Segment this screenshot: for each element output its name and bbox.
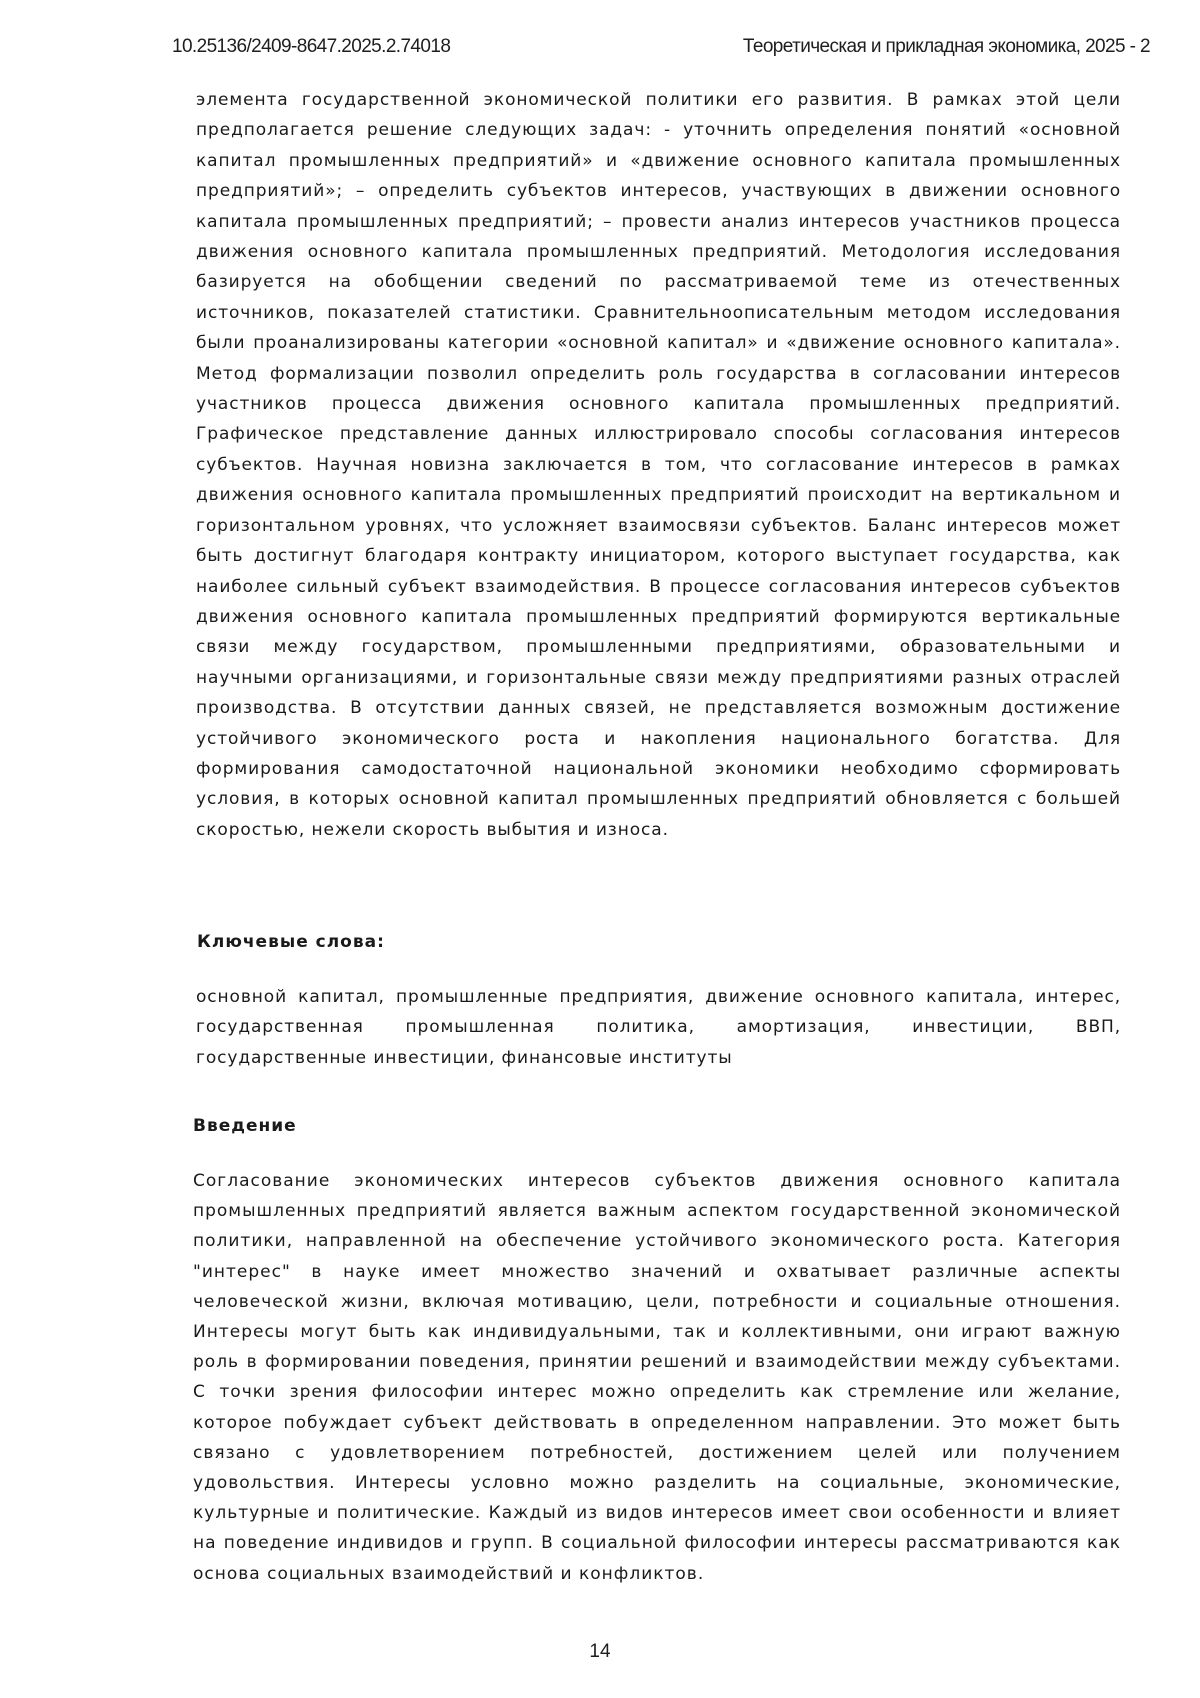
introduction-text: Согласование экономических интересов субъектов движения основного капитала промышленных предприятий является важным аспектом государственной экономической политики, направленной на обеспечение устойчивого экономического роста. Категория "интерес" в науке имеет множество значений и охватывает различные аспекты человеческой жизни, включая мотивацию, цели, потребности и социальные отношения. Интересы могут быть как индивидуальными, так и коллективными, они играют важную роль в формировании поведения, принятии решений и взаимодействии между субъектами. С точки зрения философии интерес можно определить как стремление или желание, которое побуждает субъект действовать в определенном направлении. Это может быть связано с удовлетворением потребностей, достижением целей или получением удовольствия. Интересы условно можно разделить на социальные, экономические, культурные и политические. Каждый из видов интересов имеет свои особенности и влияет на поведение индивидов и групп. В социальной философии интересы рассматриваются как основа социальных взаимодействий и конфликтов. [193, 1171, 1121, 1584]
keywords-text: основной капитал, промышленные предприятия, движение основного капитала, интерес, государственная промышленная политика, амортизация, инвестиции, ВВП, государственные инвестиции, финансовые институты [196, 987, 1121, 1068]
doi: 10.25136/2409-8647.2025.2.74018 [172, 36, 451, 57]
introduction-heading: Введение [193, 1116, 297, 1136]
page-number: 14 [589, 1641, 611, 1662]
journal-title: Теоретическая и прикладная экономика, 2025 - 2 [742, 36, 1150, 57]
running-header [172, 36, 1150, 62]
keywords-heading: Ключевые слова: [197, 932, 385, 952]
abstract-text: элемента государственной экономической политики его развития. В рамках этой цели предполагается решение следующих задач: - уточнить определения понятий «основной капитал промышленных предприятий» и «движение основного капитала промышленных предприятий»; – определить субъектов интересов, участвующих в движении основного капитала промышленных предприятий; – провести анализ интересов участников процесса движения основного капитала промышленных предприятий. Методология исследования базируется на обобщении сведений по рассматриваемой теме из отечественных источников, показателей статистики. Сравнительноописательным методом исследования были проанализированы категории «основной капитал» и «движение основного капитала». Метод формализации позволил определить роль государства в согласовании интересов участников процесса движения основного капитала промышленных предприятий. Графическое представление данных иллюстрировало способы согласования интересов субъектов. Научная новизна заключается в том, что согласование интересов в рамках движения основного капитала промышленных предприятий происходит на вертикальном и горизонтальном уровнях, что усложняет взаимосвязи субъектов. Баланс интересов может быть достигнут благодаря контракту инициатором, которого выступает государства, как наиболее сильный субъект взаимодействия. В процессе согласования интересов субъектов движения основного капитала промышленных предприятий формируются вертикальные связи между государством, промышленными предприятиями, образовательными и научными организациями, и горизонтальные связи между предприятиями разных отраслей производства. В отсутствии данных связей, не представляется возможным достижение устойчивого экономического роста и накопления национального богатства. Для формирования самодостаточной национальной экономики необходимо сформировать условия, в которых основной капитал промышленных предприятий обновляется с большей скоростью, нежели скорость выбытия и износа. [196, 90, 1121, 840]
